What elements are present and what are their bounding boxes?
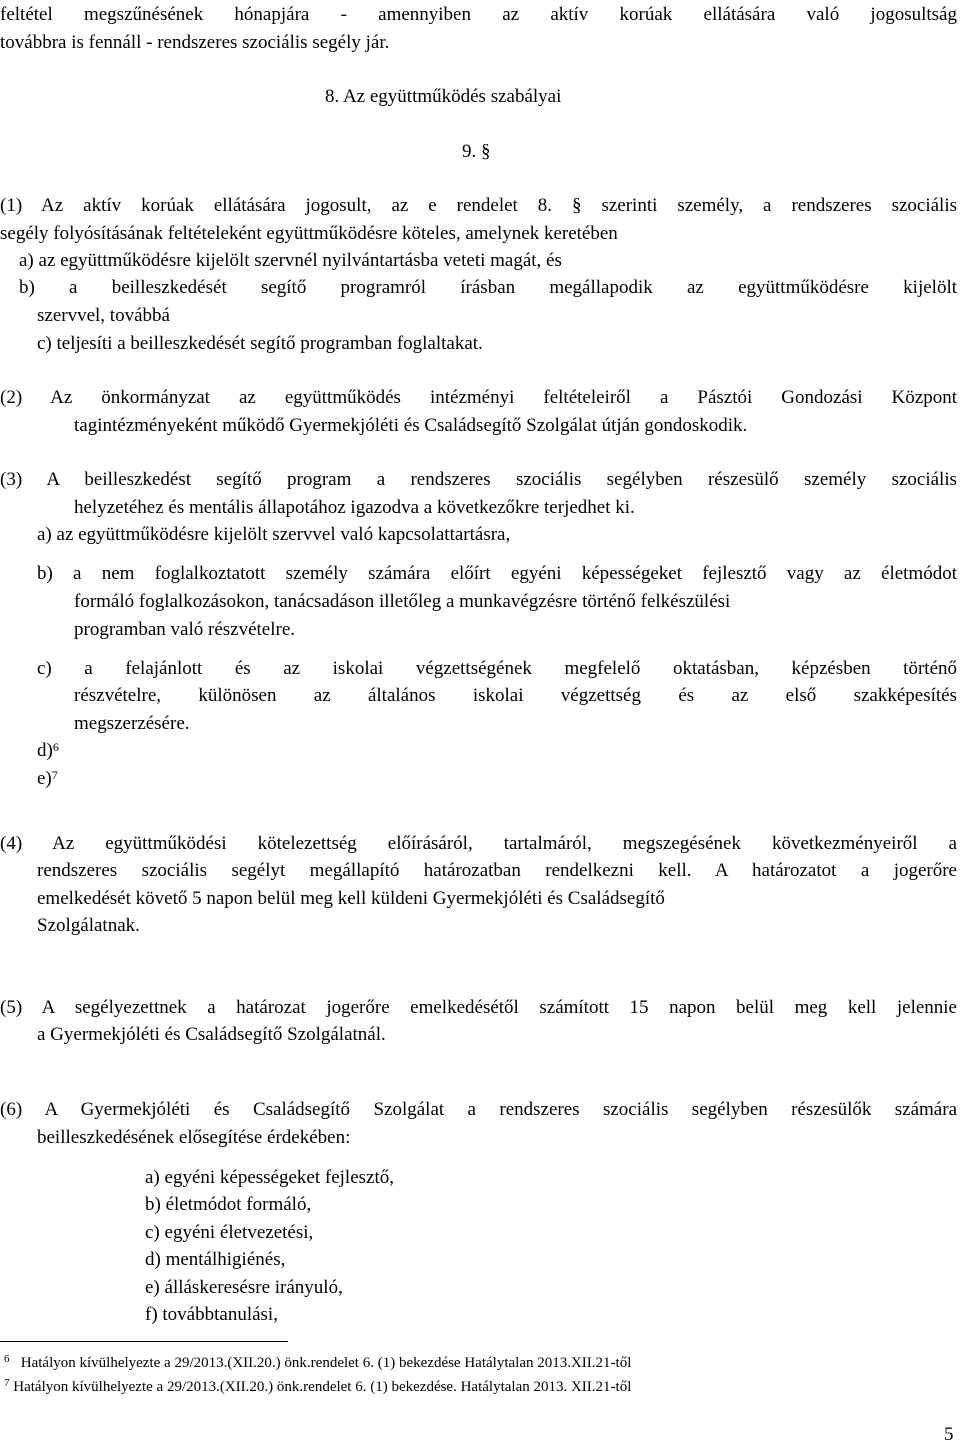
footnote-6-text: Hatályon kívülhelyezte a 29/2013.(XII.20.) önk.rendelet 6. (1) bekezdése Hatálytalan 2013.XII.21-től <box>20 1355 632 1371</box>
p6-list-item: b) életmódot formáló, <box>145 1194 312 1215</box>
p1-item-b-line-1: b) a beilleszkedését segítő programról írásban megállapodik az együttműködésre kijelölt <box>19 277 957 298</box>
p3-item-a: a) az együttműködésre kijelölt szervvel való kapcsolattartásra, <box>37 524 511 545</box>
footnote-7-number: 7 <box>4 1377 10 1389</box>
p6-list-item: d) mentálhigiénés, <box>145 1249 286 1270</box>
p2-line-1: (2) Az önkormányzat az együttműködés intézményi feltételeiről a Pásztói Gondozási Központ <box>0 387 957 408</box>
p3-item-c-line-1: c) a felajánlott és az iskolai végzettségének megfelelő oktatásban, képzésben történő <box>37 658 957 679</box>
paragraph-number: 9. § <box>462 141 491 162</box>
p2-line-2: tagintézményeként működő Gyermekjóléti és Családsegítő Szolgálat útján gondoskodik. <box>74 415 748 436</box>
footnote-7-text: Hatályon kívülhelyezte a 29/2013.(XII.20.) önk.rendelet 6. (1) bekezdése. Hatálytalan 2013. XII.21-től <box>13 1379 632 1395</box>
p4-line-1: (4) Az együttműködési kötelezettség előírásáról, tartalmáról, megszegésének következményeiről a <box>0 833 957 854</box>
footnote-6 <box>4 1352 631 1374</box>
p1-item-b-line-2: szervvel, továbbá <box>37 305 170 326</box>
p3-item-d-label: d) <box>37 740 53 761</box>
p6-list-item: a) egyéni képességeket fejlesztő, <box>145 1167 394 1188</box>
footnote-ref-7[interactable]: 7 <box>51 768 58 782</box>
p4-line-3: emelkedését követő 5 napon belül meg kell küldeni Gyermekjóléti és Családsegítő <box>37 888 665 909</box>
intro-line-1: feltétel megszűnésének hónapjára - amennyiben az aktív korúak ellátására való jogosultság <box>0 4 957 25</box>
p3-line-1: (3) A beilleszkedést segítő program a rendszeres szociális segélyben részesülő személy szociális <box>0 469 957 490</box>
page-number: 5 <box>944 1424 954 1445</box>
p6-list-item: e) álláskeresésre irányuló, <box>145 1277 343 1298</box>
p5-line-2: a Gyermekjóléti és Családsegítő Szolgálatnál. <box>37 1024 386 1045</box>
p3-item-d <box>37 740 59 762</box>
p5-line-1: (5) A segélyezettnek a határozat jogerőre emelkedésétől számított 15 napon belül meg kell jelennie <box>0 997 957 1018</box>
p3-item-e <box>37 768 58 790</box>
p1-line-2: segély folyósításának feltételeként együttműködésre köteles, amelynek keretében <box>0 223 618 244</box>
footnote-ref-6[interactable]: 6 <box>52 740 59 754</box>
p3-item-b-line-2: formáló foglalkozásokon, tanácsadáson illetőleg a munkavégzésre történő felkészülési <box>74 591 731 612</box>
p3-item-b-line-3: programban való részvételre. <box>74 619 296 640</box>
p6-list-item: c) egyéni életvezetési, <box>145 1222 314 1243</box>
footnote-7 <box>4 1376 631 1398</box>
p3-item-b-line-1: b) a nem foglalkoztatott személy számára előírt egyéni képességeket fejlesztő vagy az életmódot <box>37 563 957 584</box>
p4-line-4: Szolgálatnak. <box>37 915 140 936</box>
p6-list-item: f) továbbtanulási, <box>145 1304 278 1325</box>
footnote-divider <box>0 1341 288 1342</box>
footnote-6-number: 6 <box>4 1353 10 1365</box>
p1-item-a: a) az együttműködésre kijelölt szervnél nyilvántartásba veteti magát, és <box>19 250 562 271</box>
p6-line-2: beilleszkedésének elősegítése érdekében: <box>37 1127 351 1148</box>
intro-line-2: továbbra is fennáll - rendszeres szociális segély jár. <box>0 32 390 53</box>
p1-item-c: c) teljesíti a beilleszkedését segítő programban foglaltakat. <box>37 333 483 354</box>
p3-line-2: helyzetéhez és mentális állapotához igazodva a következőkre terjedhet ki. <box>74 497 635 518</box>
p6-line-1: (6) A Gyermekjóléti és Családsegítő Szolgálat a rendszeres szociális segélyben részesülők számára <box>0 1099 957 1120</box>
p3-item-e-label: e) <box>37 768 52 789</box>
p1-line-1: (1) Az aktív korúak ellátására jogosult, az e rendelet 8. § szerinti személy, a rendszeres szociális <box>0 195 957 216</box>
section-title: 8. Az együttműködés szabályai <box>325 86 562 107</box>
p3-item-c-line-2: részvételre, különösen az általános iskolai végzettség és az első szakképesítés <box>74 685 957 706</box>
p3-item-c-line-3: megszerzésére. <box>74 713 190 734</box>
p4-line-2: rendszeres szociális segélyt megállapító határozatban rendelkezni kell. A határozatot a jogerőre <box>37 860 957 881</box>
